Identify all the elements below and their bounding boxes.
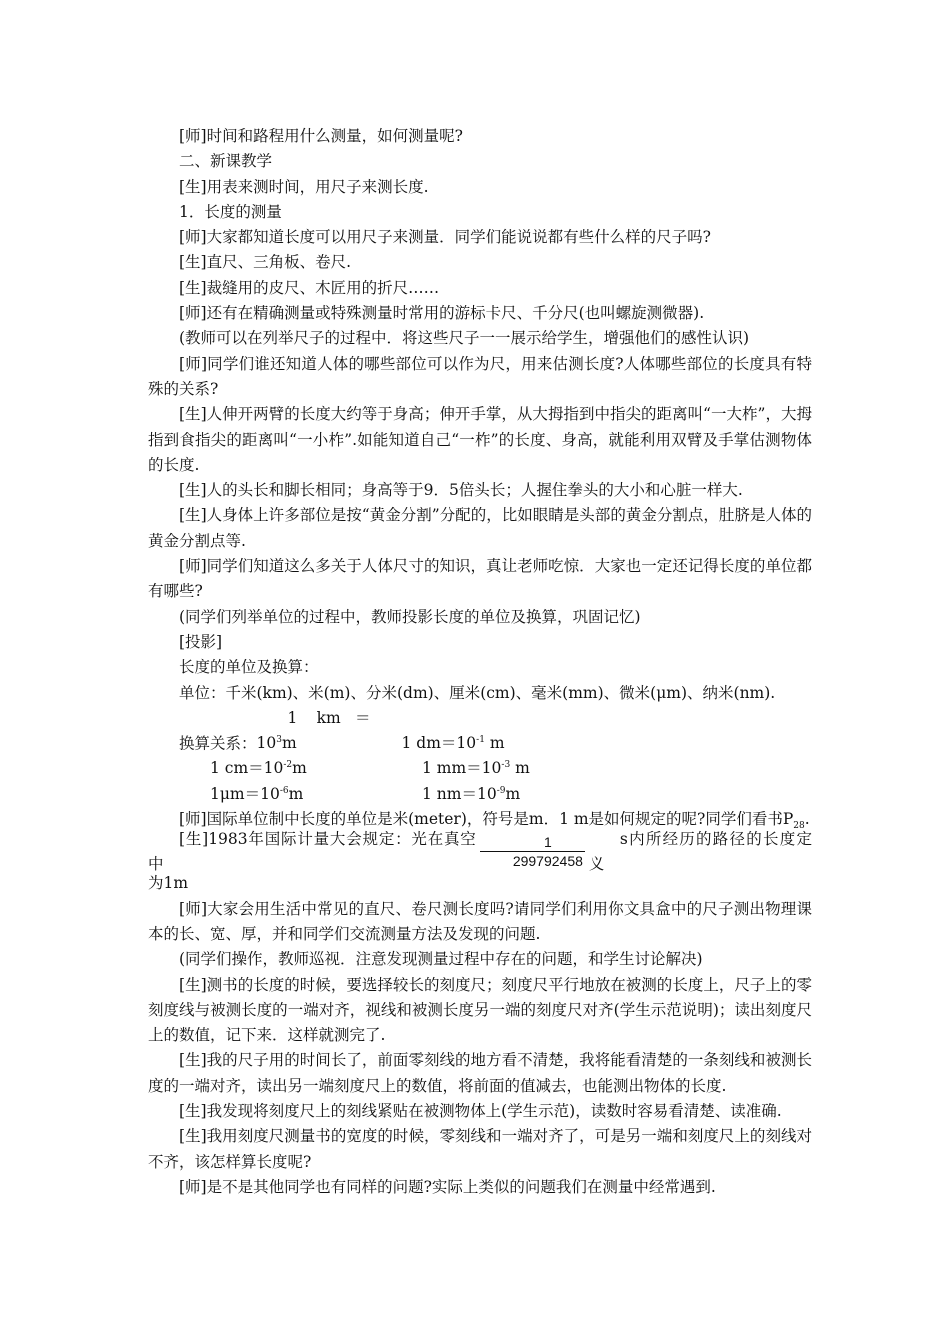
- units-line: 单位：千米(km)、米(m)、分米(dm)、厘米(cm)、毫米(mm)、微米(μm)、纳米(nm).: [179, 683, 776, 702]
- conversion-row-2: [148, 756, 812, 781]
- paragraph: [生]人伸开两臂的长度大约等于身高；伸开手掌，从大拇指到中指尖的距离叫“一大柞”，大拇指到食指尖的距离叫“一小柞”.如能知道自己“一柞”的长度、身高，就能利用双臂及手掌估测物体的长度.: [148, 405, 812, 474]
- conversion-row-1: [148, 706, 812, 757]
- paragraph: [师]大家都知道长度可以用尺子来测量．同学们能说说都有些什么样的尺子吗?: [179, 228, 711, 247]
- subsection-heading: 1．长度的测量: [179, 202, 282, 221]
- paragraph: [师]大家会用生活中常见的直尺、卷尺测长度吗?请同学们利用你文具盒中的尺子测出物理课本的长、宽、厚，并和同学们交流测量方法及发现的问题.: [148, 899, 812, 943]
- conversion-dm: 1 $dm=10^{-1}$ m: [401, 734, 505, 753]
- conversion-km: 1 $km=10^3m$: [256, 708, 371, 753]
- conversion-row-3: [148, 782, 812, 807]
- projection-title: 长度的单位及换算：: [179, 658, 319, 677]
- paragraph: [师]还有在精确测量或特殊测量时常用的游标卡尺、千分尺(也叫螺旋测微器).: [179, 304, 705, 323]
- paragraph: [生]直尺、三角板、卷尺.: [179, 253, 352, 272]
- paragraph: (同学们操作，教师巡视．注意发现测量过程中存在的问题，和学生讨论解决): [179, 950, 703, 969]
- paragraph: (同学们列举单位的过程中，教师投影长度的单位及换算，巩固记忆): [179, 607, 641, 626]
- paragraph: [生]人的头长和脚长相同；身高等于9．5倍头长；人握住拳头的大小和心脏一样大.: [179, 481, 743, 500]
- definition-continued: 为1m: [148, 874, 189, 893]
- paragraph: [生]裁缝用的皮尺、木匠用的折尺……: [179, 278, 440, 297]
- section-heading: 二、新课教学: [179, 152, 273, 171]
- paragraph: [生]测书的长度的时候，要选择较长的刻度尺；刻度尺平行地放在被测的长度上，尺子上的零刻度线与被测长度的一端对齐，视线和被测长度另一端的刻度尺对齐(学生示范说明)；读出刻度尺上的数值，记下来．这样就测完了.: [148, 975, 812, 1045]
- fraction: [480, 834, 585, 870]
- paragraph: [师]同学们知道这么多关于人体尺寸的知识，真让老师吃惊．大家也一定还记得长度的单位都有哪些?: [148, 557, 812, 601]
- definition-line: [生]1983年国际计量大会规定：光在真空中 $\frac{1}{299792458}$ s内所经历的路径的长度定义: [148, 829, 812, 873]
- conversion-um: $1\mu m=10^{-6}m$: [210, 784, 304, 803]
- paragraph: [生]我的尺子用的时间长了，前面零刻线的地方看不清楚，我将能看清楚的一条刻线和被测长度的一端对齐，读出另一端刻度尺上的数值，将前面的值减去，也能测出物体的长度.: [148, 1051, 812, 1095]
- paragraph: [生]我用刻度尺测量书的宽度的时候，零刻线和一端对齐了，可是另一端和刻度尺上的刻线对不齐，该怎样算长度呢?: [148, 1127, 812, 1171]
- paragraph: [生]用表来测时间，用尺子来测长度.: [179, 177, 429, 196]
- conversion-nm: 1 $nm=10^{-9}m$: [422, 784, 521, 803]
- paragraph: (教师可以在列举尺子的过程中．将这些尺子一一展示给学生，增强他们的感性认识): [179, 329, 750, 348]
- paragraph: [师]同学们谁还知道人体的哪些部位可以作为尺，用来估测长度?人体哪些部位的长度具有特殊的关系?: [148, 354, 812, 398]
- paragraph: [生]我发现将刻度尺上的刻线紧贴在被测物体上(学生示范)，读数时容易看清楚、读准确.: [179, 1101, 782, 1120]
- fraction-numerator: 1: [543, 833, 552, 850]
- paragraph: [师]国际单位制中长度的单位是米(meter)，符号是m．1 m是如何规定的呢?同学们看书$P_{28}$.: [179, 810, 810, 832]
- fraction-denominator: 299792458: [480, 851, 585, 870]
- projection-label: [投影]: [179, 632, 223, 651]
- paragraph: [师]时间和路程用什么测量，如何测量呢?: [179, 127, 463, 145]
- conversion-cm: 1 $cm=10^{-2}m$: [210, 759, 307, 778]
- conversion-label: 换算关系：: [179, 734, 257, 753]
- document-page: [148, 124, 812, 1200]
- paragraph: [师]是不是其他同学也有同样的问题?实际上类似的问题我们在测量中经常遇到.: [179, 1177, 716, 1196]
- conversion-mm: 1 $mm=10^{-3}$ m: [422, 759, 530, 778]
- paragraph: [生]人身体上许多部位是按“黄金分割”分配的，比如眼睛是头部的黄金分割点，肚脐是人体的黄金分割点等.: [148, 506, 812, 550]
